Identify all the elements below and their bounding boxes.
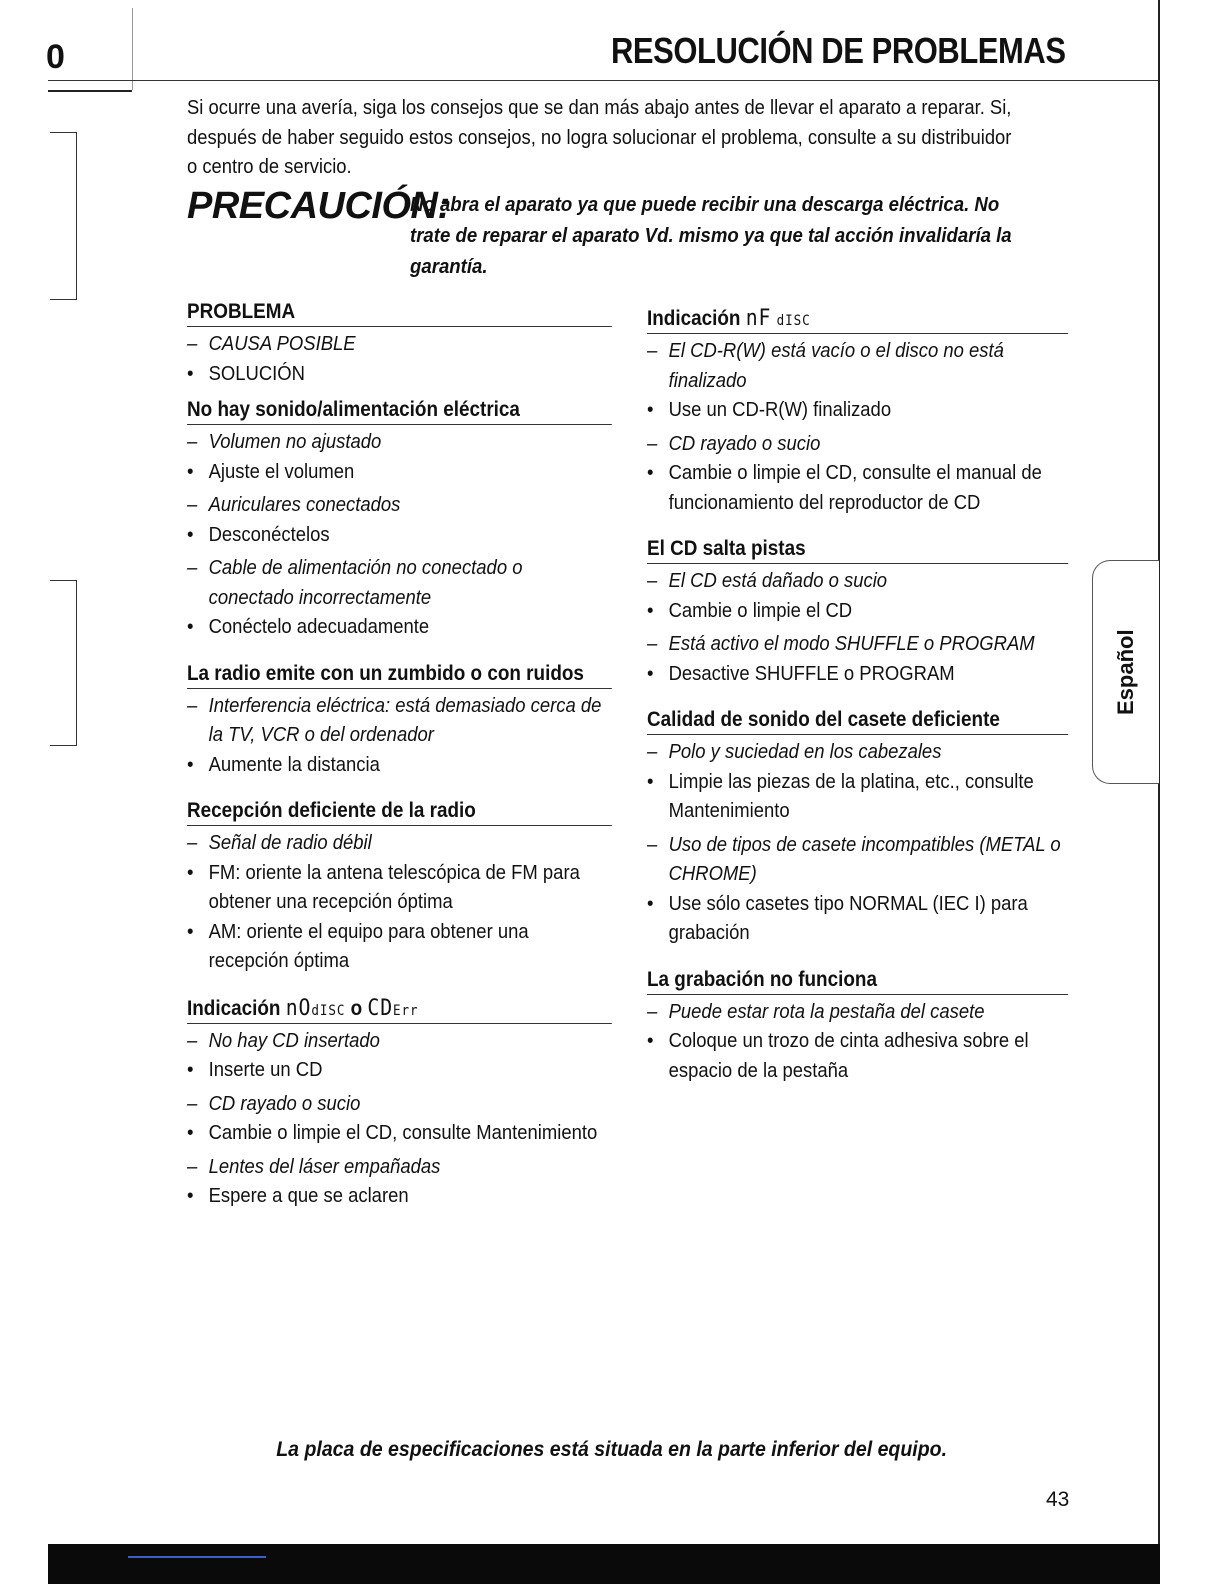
lcd-display-nf: nF <box>745 306 772 331</box>
dash-mark: – <box>187 1028 198 1052</box>
solution-text: AM: oriente el equipo para obtener una recepción óptima <box>208 919 529 972</box>
bullet-mark: • <box>187 1184 194 1207</box>
right-display-section <box>647 306 1068 517</box>
cause-text: Uso de tipos de casete incompatibles (METAL o CHROME) <box>668 832 1061 885</box>
cause-line <box>187 1152 612 1182</box>
cause-text: Lentes del láser empañadas <box>208 1154 441 1178</box>
legend-solution <box>187 359 612 389</box>
solution-text: Limpie las piezas de la platina, etc., consulte Mantenimiento <box>668 769 1034 822</box>
caution-text: No abra el aparato ya que puede recibir una descarga eléctrica. No trate de reparar el aparato Vd. mismo ya que tal acción invalidaría la garantía. <box>410 194 1012 278</box>
display-section <box>187 996 612 1211</box>
solution-line <box>187 612 612 642</box>
bottom-link-mark <box>128 1556 266 1558</box>
bullet-mark: • <box>187 459 194 483</box>
display-label: Indicación <box>647 307 741 330</box>
solution-text: Inserte un CD <box>208 1058 323 1081</box>
solution-text: Cambie o limpie el CD, consulte el manual de funcionamiento del reproductor de CD <box>668 461 1042 514</box>
dash-mark: – <box>187 831 198 854</box>
dash-mark: – <box>187 430 198 453</box>
problem-section <box>187 799 612 976</box>
solution-line <box>187 1055 612 1085</box>
cause-line <box>647 566 1068 596</box>
lcd-display-disc: dISC <box>311 1002 346 1019</box>
dash-mark: – <box>187 1154 198 1178</box>
bullet-mark: • <box>187 615 194 638</box>
solution-text: Use sólo casetes tipo NORMAL (IEC I) para grabación <box>668 891 1028 944</box>
cause-text: Puede estar rota la pestaña del casete <box>668 999 985 1023</box>
cause-text: Volumen no ajustado <box>208 430 382 453</box>
cause-text: Señal de radio débil <box>208 831 372 854</box>
display-connector: o <box>350 996 363 1020</box>
problem-section <box>647 537 1068 688</box>
header-left-rule <box>48 90 132 92</box>
display-section-heading <box>187 996 612 1024</box>
bullet-mark: • <box>187 860 194 884</box>
language-tab-label: Español <box>1113 629 1138 715</box>
bullet-mark: • <box>187 1058 194 1081</box>
solution-line <box>187 520 612 550</box>
dash-mark: – <box>187 693 198 717</box>
bullet-mark: • <box>647 661 654 685</box>
cause-line <box>187 828 612 858</box>
solution-line <box>187 1118 612 1148</box>
solution-line <box>187 858 612 917</box>
solution-text: Desconéctelos <box>208 522 330 546</box>
cause-line <box>647 997 1068 1027</box>
footnote <box>0 1438 1224 1462</box>
cause-line <box>187 691 612 750</box>
cause-text: No hay CD insertado <box>208 1028 380 1052</box>
legend-solution-text: SOLUCIÓN <box>208 361 305 385</box>
bullet-mark: • <box>187 522 194 546</box>
dash-mark: – <box>647 999 658 1023</box>
legend-cause-text: CAUSA POSIBLE <box>208 332 356 355</box>
right-display-items <box>647 336 1068 517</box>
bullet-mark: • <box>187 361 194 385</box>
caution-heading: PRECAUCIÓN: <box>187 185 450 227</box>
problem-heading: Calidad de sonido del casete deficiente <box>647 708 1068 735</box>
solution-text: Coloque un trozo de cinta adhesiva sobre el espacio de la pestaña <box>668 1029 1029 1082</box>
bullet-mark: • <box>187 919 194 943</box>
cause-text: CD rayado o sucio <box>668 431 821 455</box>
header-rule <box>48 80 1158 81</box>
problem-section <box>647 708 1068 948</box>
dash-mark: – <box>647 569 658 592</box>
display-label: Indicación <box>187 996 281 1020</box>
right-sections <box>647 537 1068 1085</box>
cause-text: Cable de alimentación no conectado o conectado incorrectamente <box>208 556 523 609</box>
dash-mark: – <box>647 632 658 655</box>
lcd-display-err: Err <box>393 1002 419 1019</box>
dash-mark: – <box>187 332 198 355</box>
cause-line <box>187 490 612 520</box>
problem-heading: No hay sonido/alimentación eléctrica <box>187 398 612 425</box>
solution-line <box>647 395 1068 425</box>
dash-mark: – <box>187 493 198 516</box>
bullet-mark: • <box>647 769 654 793</box>
solution-text: Cambie o limpie el CD, consulte Mantenimiento <box>208 1121 598 1144</box>
bullet-mark: • <box>647 891 654 915</box>
solution-line <box>647 659 1068 689</box>
page-edge <box>1158 0 1160 1584</box>
solution-text: Cambie o limpie el CD <box>668 598 853 622</box>
solution-line <box>647 1026 1068 1085</box>
cause-text: El CD está dañado o sucio <box>668 569 888 592</box>
dash-mark: – <box>647 740 658 763</box>
problem-heading: El CD salta pistas <box>647 537 1068 564</box>
lcd-display-disc: dISC <box>776 313 811 329</box>
legend-heading: PROBLEMA <box>187 300 612 327</box>
bullet-mark: • <box>187 1121 194 1144</box>
header-divider <box>132 8 133 90</box>
problem-heading: La grabación no funciona <box>647 968 1068 995</box>
bullet-mark: • <box>647 398 654 421</box>
bullet-mark: • <box>647 461 654 484</box>
legend <box>187 300 612 388</box>
cause-line <box>187 1026 612 1056</box>
cause-text: CD rayado o sucio <box>208 1091 361 1115</box>
cause-line <box>647 429 1068 459</box>
dash-mark: – <box>647 431 658 455</box>
intro-paragraph: Si ocurre una avería, siga los consejos que se dan más abajo antes de llevar el aparato a reparar. Si, después de haber seguido estos consejos, no logra solucionar el problema, consulte a su distribuidor o centro de servicio. <box>187 97 1012 178</box>
dash-mark: – <box>187 1091 198 1115</box>
footnote-text: La placa de especificaciones está situada en la parte inferior del equipo. <box>276 1438 948 1461</box>
margin-bracket <box>50 132 77 300</box>
legend-cause <box>187 329 612 359</box>
cause-text: El CD-R(W) está vacío o el disco no está finalizado <box>668 339 1004 392</box>
page-title: RESOLUCIÓN DE PROBLEMAS <box>611 30 1066 71</box>
cause-line <box>647 629 1068 659</box>
solution-line <box>187 457 612 487</box>
right-display-heading <box>647 306 1068 334</box>
bullet-mark: • <box>647 598 654 622</box>
problem-heading: Recepción deficiente de la radio <box>187 799 612 826</box>
solution-line <box>647 596 1068 626</box>
cause-line <box>187 553 612 612</box>
solution-line <box>187 917 612 976</box>
solution-text: Use un CD-R(W) finalizado <box>668 398 892 421</box>
solution-text: Aumente la distancia <box>208 752 380 776</box>
display-items <box>187 1026 612 1211</box>
cause-text: Está activo el modo SHUFFLE o PROGRAM <box>668 632 1035 655</box>
dash-mark: – <box>647 832 658 856</box>
solution-text: Conéctelo adecuadamente <box>208 615 430 638</box>
cause-line <box>187 1089 612 1119</box>
cause-line <box>647 737 1068 767</box>
solution-line <box>647 458 1068 517</box>
lcd-display-no: nO <box>285 995 312 1021</box>
page-number: 43 <box>1046 1488 1070 1511</box>
dash-mark: – <box>647 339 658 362</box>
solution-text: Espere a que se aclaren <box>208 1184 409 1207</box>
cause-text: Interferencia eléctrica: está demasiado cerca de la TV, VCR o del ordenador <box>208 693 602 746</box>
solution-line <box>187 1181 612 1211</box>
bullet-mark: • <box>647 1029 654 1052</box>
solution-line <box>647 767 1068 826</box>
solution-line <box>187 750 612 780</box>
cause-text: Polo y suciedad en los cabezales <box>668 740 942 763</box>
cause-line <box>647 336 1068 395</box>
cause-line <box>647 830 1068 889</box>
left-column <box>187 300 612 1231</box>
cause-line <box>187 427 612 457</box>
solution-text: Ajuste el volumen <box>208 459 355 483</box>
problem-section <box>647 968 1068 1086</box>
solution-line <box>647 889 1068 948</box>
problem-section <box>187 662 612 780</box>
solution-text: FM: oriente la antena telescópica de FM para obtener una recepción óptima <box>208 860 580 913</box>
solution-text: Desactive SHUFFLE o PROGRAM <box>668 661 955 685</box>
problem-section <box>187 398 612 642</box>
bottom-bar <box>48 1544 1160 1584</box>
problem-heading: La radio emite con un zumbido o con ruidos <box>187 662 612 689</box>
cause-text: Auriculares conectados <box>208 493 401 516</box>
lcd-display-cd: CD <box>367 995 394 1021</box>
margin-bracket <box>50 580 77 746</box>
left-sections <box>187 398 612 976</box>
right-column <box>647 306 1067 1105</box>
dash-mark: – <box>187 556 198 579</box>
bullet-mark: • <box>187 752 194 776</box>
page-ref-left: 0 <box>46 38 65 76</box>
